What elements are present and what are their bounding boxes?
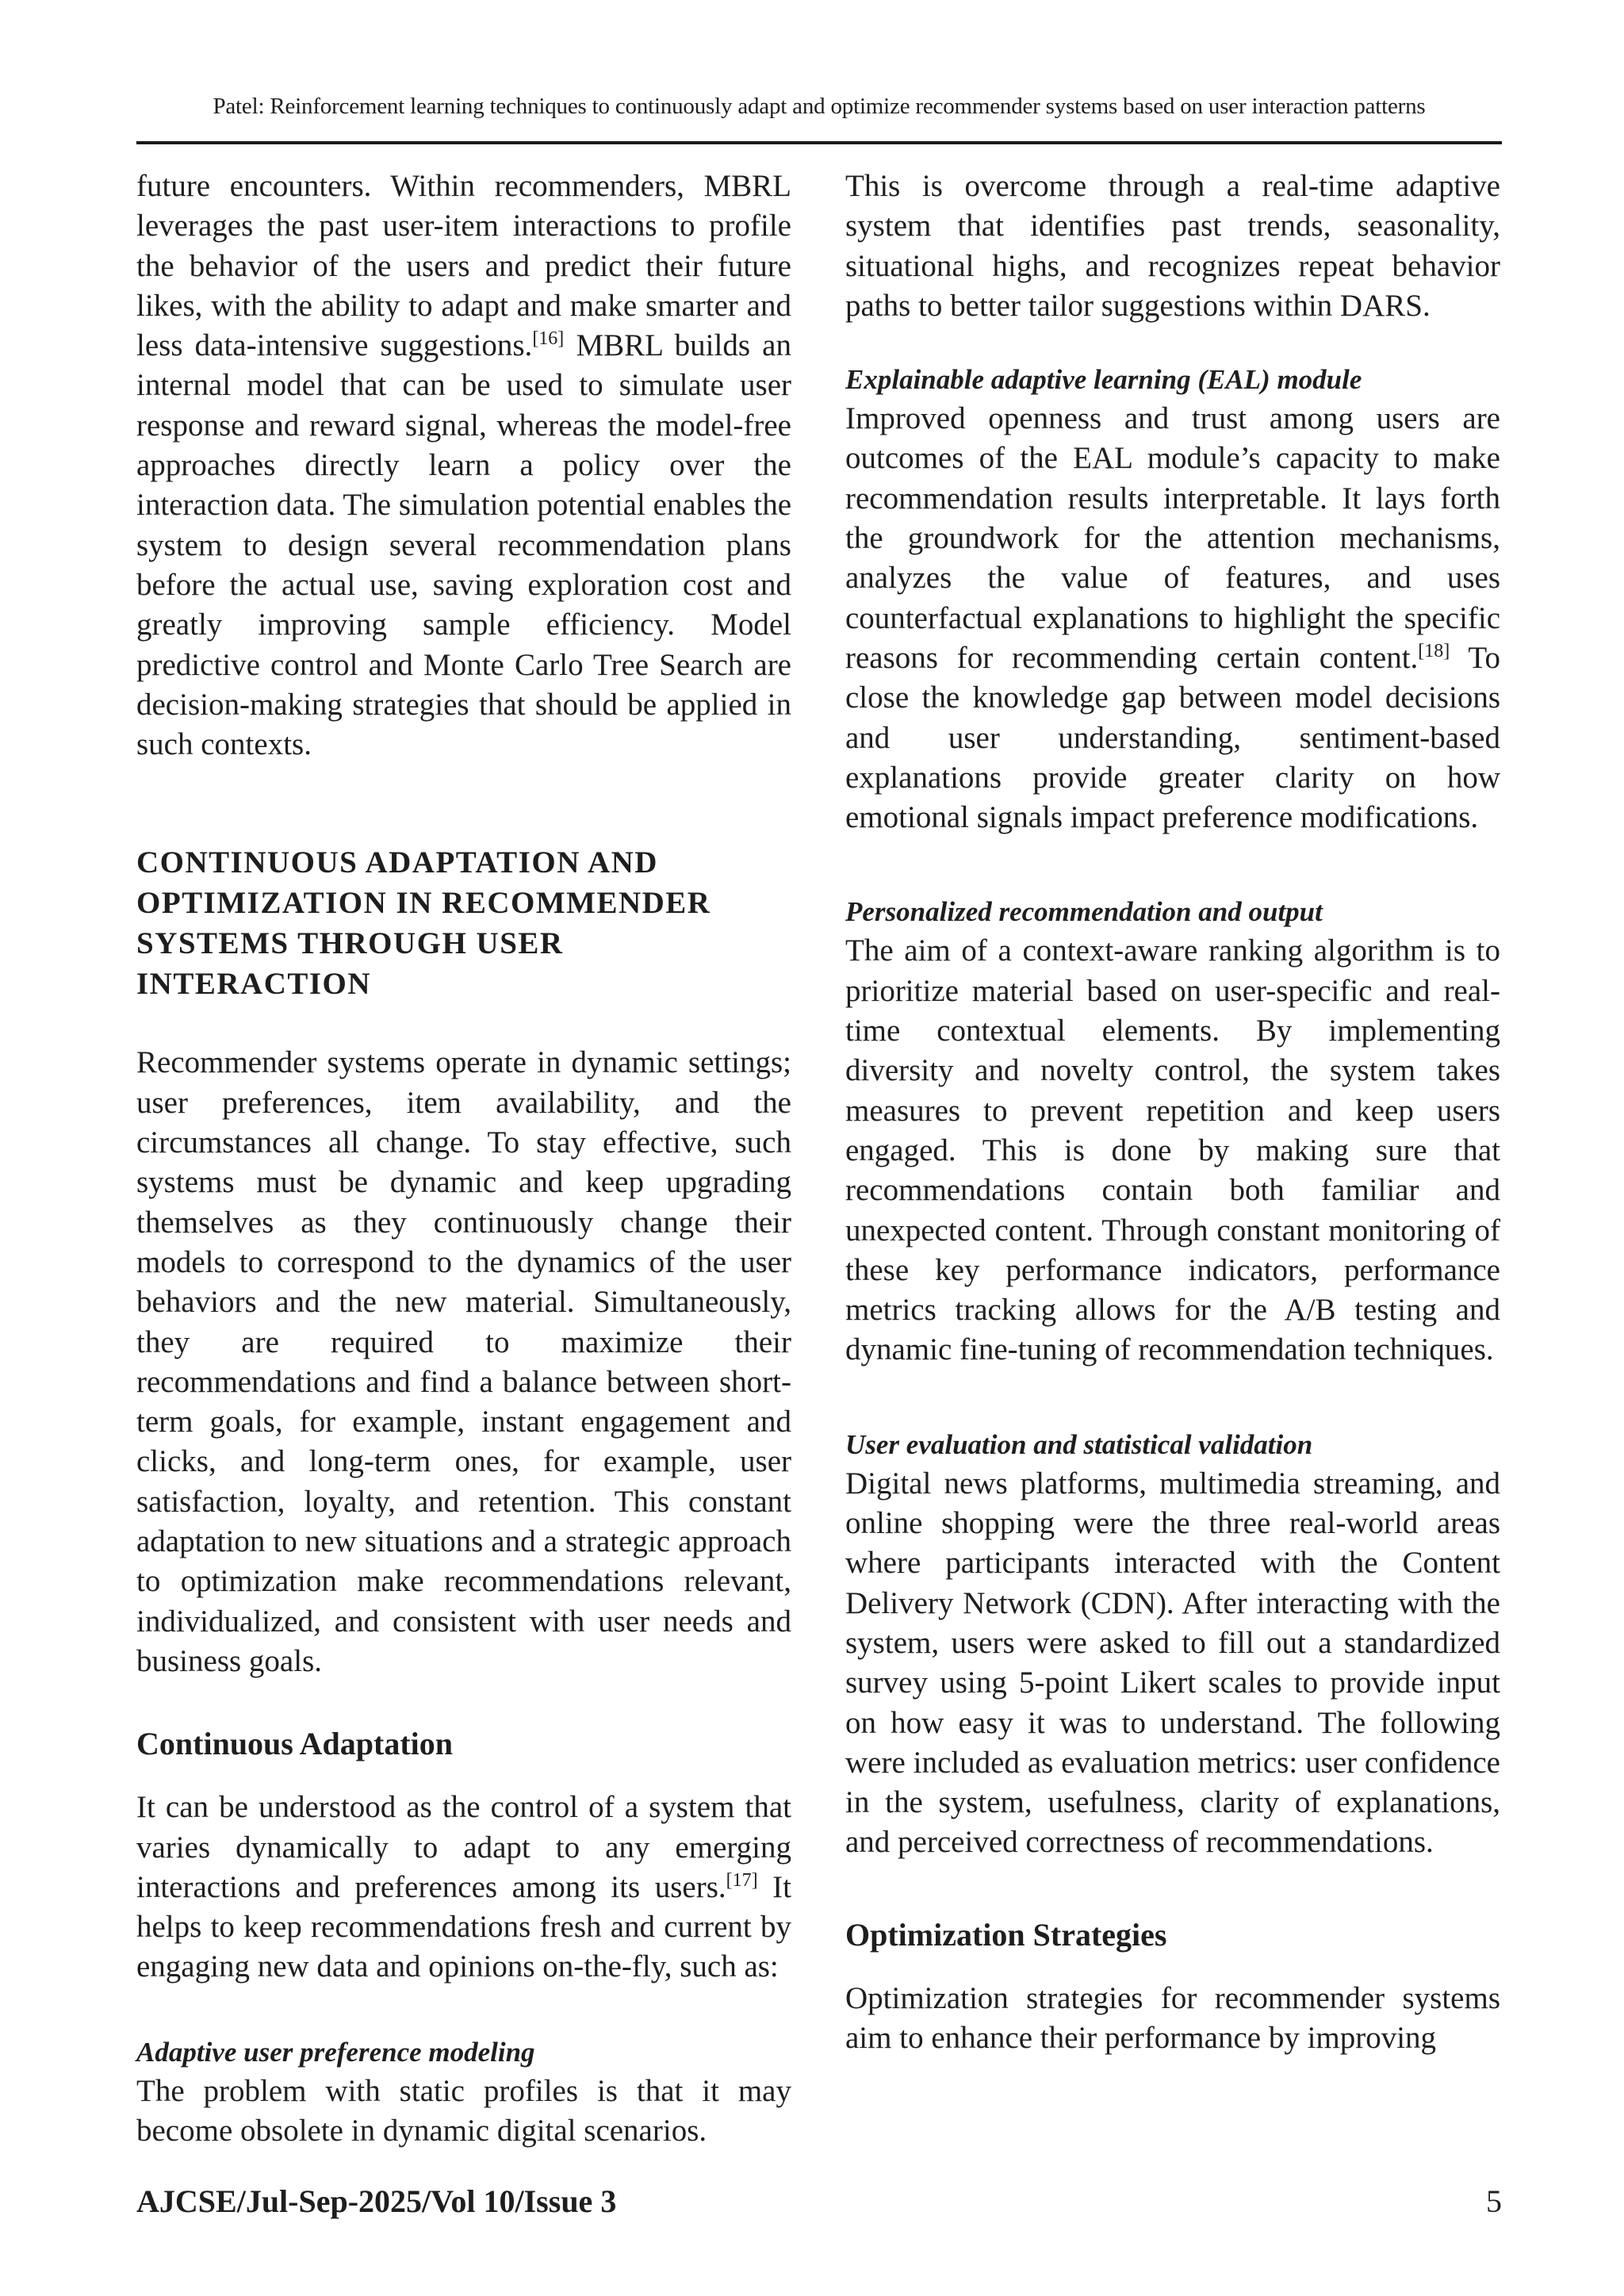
citation: [17] [726,1869,758,1891]
header-rule [136,141,1502,144]
paragraph: This is overcome through a real-time adaptive system that identifies past trends, seasonality, situational highs, and recognizes repeat behavior paths to better tailor suggestions within DARS. [845,169,1500,323]
paragraph: The aim of a context-aware ranking algorithm is to prioritize material based on user-specific and real-time contextual elements. By implementing diversity and novelty control, the system takes measures to prevent repetition and keep users engaged. This is done by making sure that recommendations contain both familiar and unexpected content. Through constant monitoring of these key performance indicators, performance metrics tracking allows for the A/B testing and dynamic fine-tuning of recommendation techniques. [845,933,1500,1367]
footer-journal: AJCSE/Jul-Sep-2025/Vol 10/Issue 3 [136,2183,617,2219]
paragraph: The problem with static profiles is that it may become obsolete in dynamic digital scenarios. [136,2073,791,2148]
paragraph: It can be understood as the control of a system that varies dynamically to adapt to any emerging interactions and preferences among its users.[17] It helps to keep recommendations fresh and current by engaging new data and opinions on-the-fly, such as: [136,1790,791,1984]
subsubsection-heading: User evaluation and statistical validation [845,1428,1313,1460]
paragraph: Digital news platforms, multimedia streaming, and online shopping were the three real-world areas where participants interacted with the Content Delivery Network (CDN). After interacting with the system, users were asked to fill out a standardized survey using 5-point Likert scales to provide input on how easy it was to understand. The following were included as evaluation metrics: user confidence in the system, usefulness, clarity of explanations, and perceived correctness of recommendations. [845,1466,1500,1860]
paragraph: Improved openness and trust among users are outcomes of the EAL module’s capacity to make recommendation results interpretable. It lays forth the groundwork for the attention mechanisms, analyzes the value of features, and uses counterfactual explanations to highlight the specific reasons for recommending certain content.[18] To close the knowledge gap between model decisions and user understanding, sentiment-based explanations provide greater clarity on how emotional signals impact preference modifications. [845,401,1500,835]
section-heading: CONTINUOUS ADAPTATION AND OPTIMIZATION IN RECOMMENDER SYSTEMS THROUGH USER INTERACTION [136,845,711,1002]
paragraph: future encounters. Within recommenders, MBRL leverages the past user-item interactions to profile the behavior of the users and predict their future likes, with the ability to adapt and make smarter and less data-intensive suggestions.[16] MBRL builds an internal model that can be used to simulate user response and reward signal, whereas the model-free approaches directly learn a policy over the interaction data. The simulation potential enables the system to design several recommendation plans before the actual use, saving exploration cost and greatly improving sample efficiency. Model predictive control and Monte Carlo Tree Search are decision-making strategies that should be applied in such contexts. [136,169,791,762]
citation: [16] [532,328,565,350]
subsubsection-heading: Personalized recommendation and output [845,896,1323,928]
left-column [136,167,791,2151]
subsubsection-heading: Adaptive user preference modeling [136,2036,535,2068]
page-number: 5 [1486,2183,1502,2219]
subsection-heading: Optimization Strategies [845,1916,1167,1953]
paragraph: Recommender systems operate in dynamic settings; user preferences, item availability, and the circumstances all change. To stay effective, such systems must be dynamic and keep upgrading themselves as they continuously change their models to correspond to the dynamics of the user behaviors and the new material. Simultaneously, they are required to maximize their recommendations and find a balance between short-term goals, for example, instant engagement and clicks, and long-term ones, for example, user satisfaction, loyalty, and retention. This constant adaptation to new situations and a strategic approach to optimization make recommendations relevant, individualized, and consistent with user needs and business goals. [136,1045,791,1678]
citation: [18] [1418,640,1450,661]
subsection-heading: Continuous Adaptation [136,1726,454,1762]
running-head: Patel: Reinforcement learning techniques to continuously adapt and optimize recommender systems based on user interaction patterns [213,94,1426,119]
subsubsection-heading: Explainable adaptive learning (EAL) module [845,364,1362,396]
paragraph: Optimization strategies for recommender systems aim to enhance their performance by improving [845,1980,1500,2055]
right-column [845,167,1500,2058]
